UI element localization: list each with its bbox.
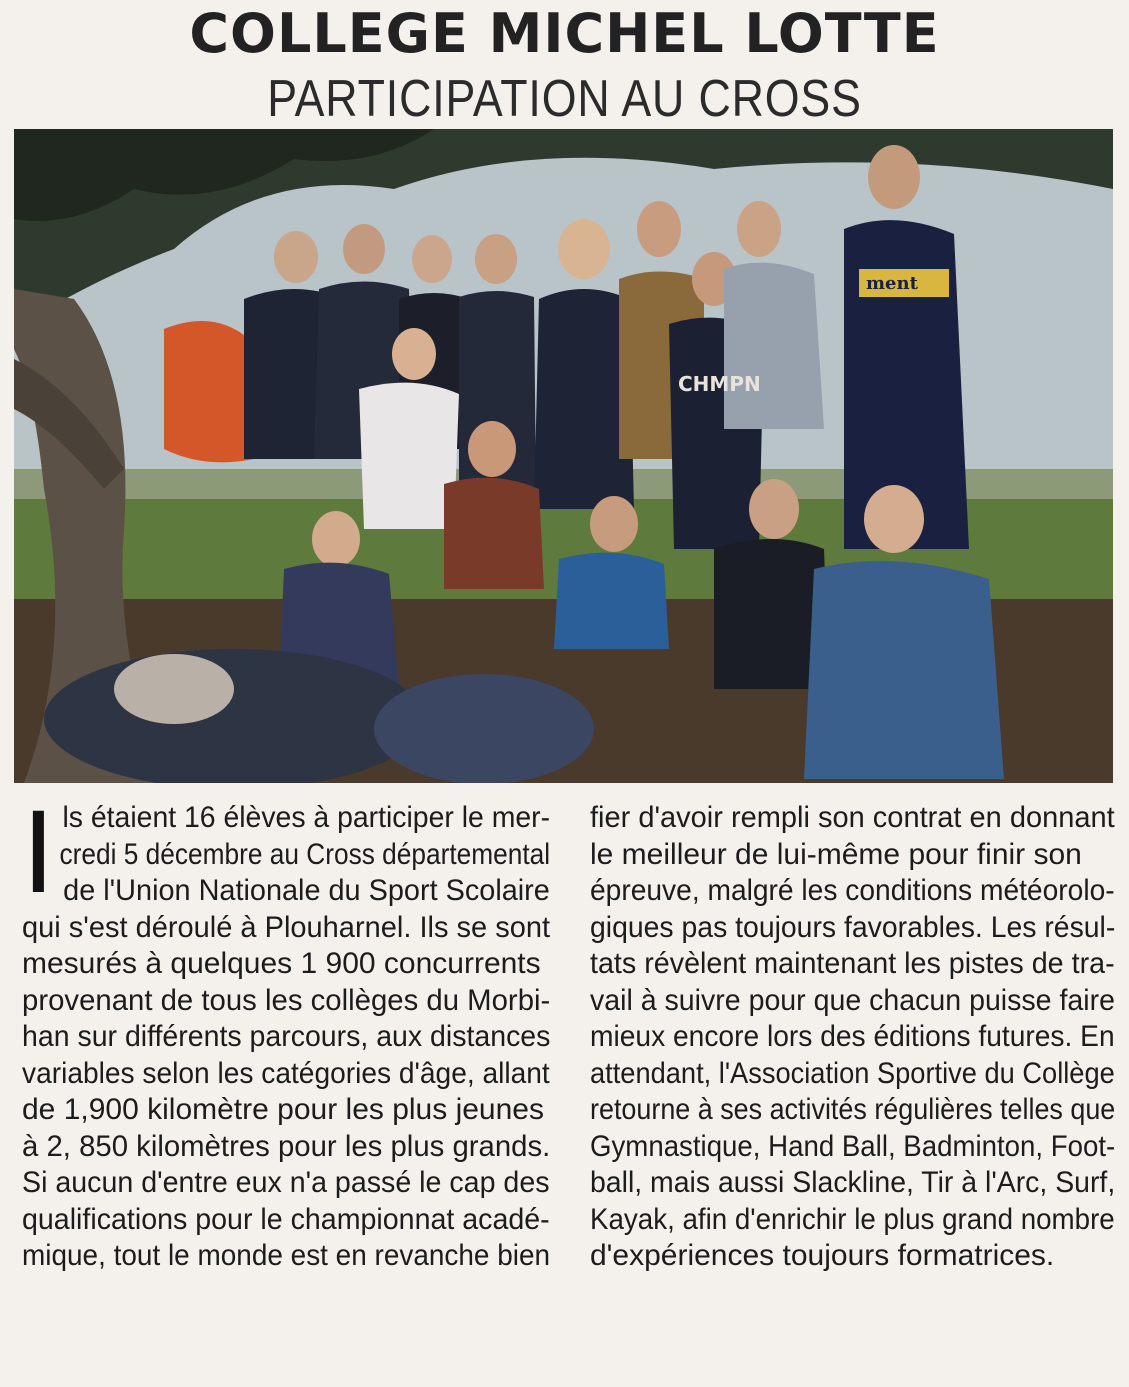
text-line: d'expériences toujours formatrices.: [590, 1239, 1055, 1272]
text-line: de 1,900 kilomètre pour les plus jeunes: [22, 1093, 544, 1126]
dropcap: I: [22, 786, 55, 918]
text-line: à 2, 850 kilomètres pour les plus grands.: [22, 1129, 551, 1163]
text-line: mieux encore lors des éditions futures. En: [590, 1020, 1115, 1053]
article-column-left: [22, 786, 551, 1380]
text-line: Si aucun d'entre eux n'a passé le cap des: [22, 1166, 550, 1199]
text-line: de l'Union Nationale du Sport Scolaire: [63, 874, 550, 907]
text-line: credi 5 décembre au Cross départemental: [59, 837, 551, 871]
shirt-text-chmpn: CHMPN: [678, 372, 761, 396]
text-line: giques pas toujours favorables. Les résul-: [590, 910, 1116, 944]
text-line: han sur différents parcours, aux distances: [22, 1020, 551, 1053]
group-photo: [14, 129, 1113, 783]
text-line: variables selon les catégories d'âge, allant: [22, 1056, 550, 1090]
text-line: attendant, l'Association Sportive du Collège: [590, 1056, 1115, 1090]
text-line: tats révèlent maintenant les pistes de tra-: [590, 947, 1115, 980]
text-line: qualifications pour le championnat acadé-: [22, 1202, 550, 1236]
text-line: vail à suivre pour que chacun puisse faire: [590, 983, 1115, 1017]
text-line: le meilleur de lui-même pour finir son: [590, 837, 1082, 871]
headline: COLLEGE MICHEL LOTTE: [189, 2, 940, 65]
text-line: qui s'est déroulé à Plouharnel. Ils se sont: [22, 910, 551, 944]
article-column-right: [590, 800, 1115, 1380]
text-line: retourne à ses activités régulières telles que: [590, 1093, 1116, 1126]
text-line: mesurés à quelques 1 900 concurrents: [22, 947, 541, 980]
text-line: Kayak, afin d'enrichir le plus grand nombre: [590, 1202, 1115, 1236]
text-line: ls étaient 16 élèves à participer le mer-: [62, 801, 551, 834]
text-line: mique, tout le monde est en revanche bien: [22, 1239, 551, 1272]
text-line: épreuve, malgré les conditions météorolo-: [590, 874, 1115, 907]
shirt-text-ment: ment: [866, 273, 918, 294]
subheadline: PARTICIPATION AU CROSS: [267, 70, 862, 128]
text-line: provenant de tous les collèges du Morbi-: [22, 983, 551, 1017]
text-line: ball, mais aussi Slackline, Tir à l'Arc, Surf,: [590, 1166, 1116, 1199]
text-line: Gymnastique, Hand Ball, Badminton, Foot-: [590, 1129, 1116, 1163]
text-line: fier d'avoir rempli son contrat en donnant: [590, 801, 1115, 834]
